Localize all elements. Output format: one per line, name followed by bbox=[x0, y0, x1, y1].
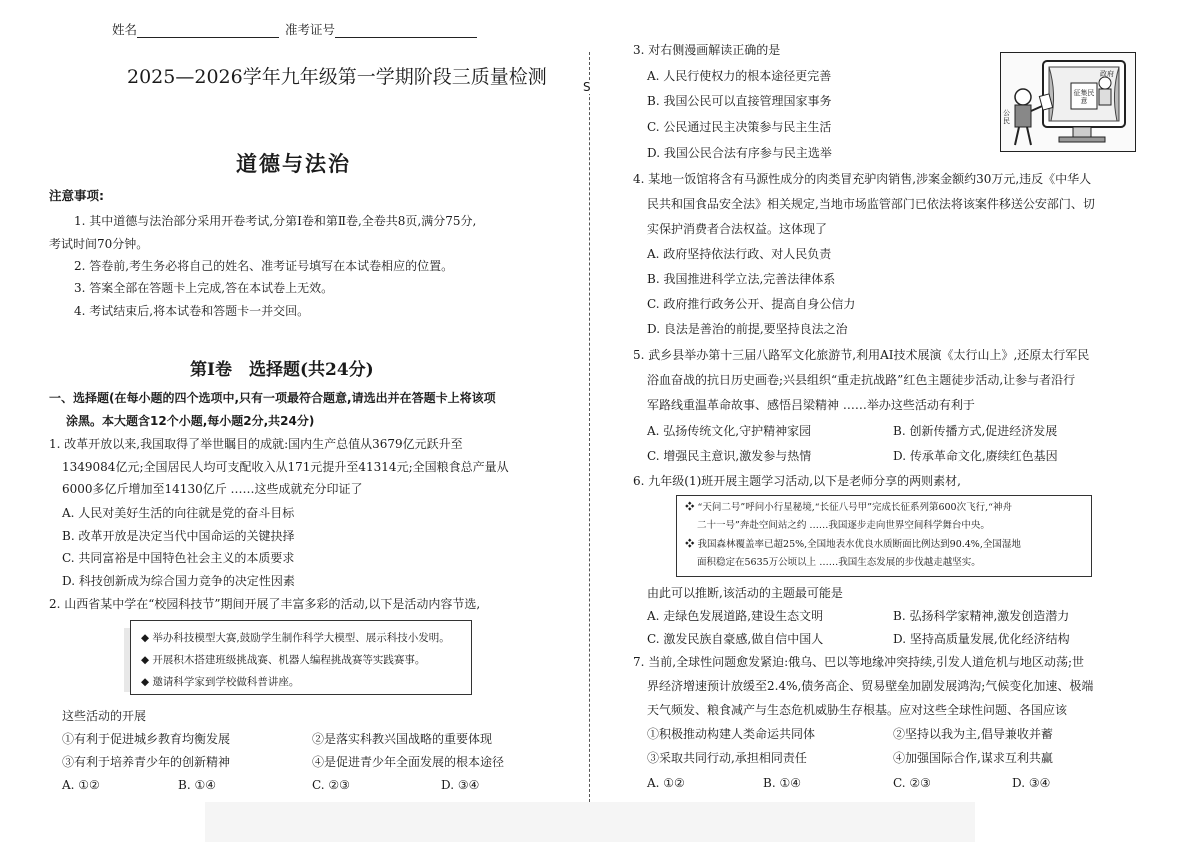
subject-title: 道德与法治 bbox=[236, 151, 351, 176]
q7-option-b[interactable]: B. ①④ bbox=[763, 776, 801, 790]
q2-material-box bbox=[130, 620, 472, 695]
section-instruction-1: 一、选择题(在每小题的四个选项中,只有一项最符合题意,请选出并在答题卡上将该项 bbox=[49, 391, 496, 405]
q6-option-d[interactable]: D. 坚持高质量发展,优化经济结构 bbox=[893, 632, 1070, 646]
q2-bullet-1: ◆ 举办科技模型大赛,鼓励学生制作科学大模型、展示科技小发明。 bbox=[141, 632, 450, 644]
notes-item-2: 2. 答卷前,考生务必将自己的姓名、准考证号填写在本试卷相应的位置。 bbox=[74, 259, 454, 273]
id-label: 准考证号 bbox=[285, 22, 336, 37]
q2-item-3: ③有利于培养青少年的创新精神 bbox=[62, 755, 231, 769]
q2-item-1: ①有利于促进城乡教育均衡发展 bbox=[62, 732, 231, 746]
notes-item-4: 4. 考试结束后,将本试卷和答题卡一并交回。 bbox=[74, 304, 310, 318]
q1-stem-2: 1349084亿元;全国居民人均可支配收入从171元提升至41314元;全国粮食总产量从 bbox=[62, 460, 509, 474]
notes-item-1-cont: 考试时间70分钟。 bbox=[49, 237, 149, 251]
q2-option-b[interactable]: B. ①④ bbox=[178, 778, 216, 792]
q4-stem-1: 4. 某地一饭馆将含有马源性成分的肉类冒充驴肉销售,涉案金额约30万元,违反《中华人 bbox=[633, 172, 1092, 186]
q6-material-line-4: 面积稳定在5635万公顷以上 ……我国生态发展的步伐越走越坚实。 bbox=[697, 557, 981, 568]
q6-material-line-3: ❖ 我国森林覆盖率已超25%,全国地表水优良水质断面比例达到90.4%,全国湿地 bbox=[685, 539, 1021, 550]
q6-option-a[interactable]: A. 走绿色发展道路,建设生态文明 bbox=[647, 609, 824, 623]
q7-stem-1: 7. 当前,全球性问题愈发紧迫:俄乌、巴以等地缘冲突持续,引发人道危机与地区动荡;世 bbox=[633, 655, 1084, 669]
section-instruction-2: 涂黑。本大题含12个小题,每小题2分,共24分) bbox=[66, 414, 315, 428]
fold-mark: S bbox=[583, 80, 591, 94]
q2-bullet-3: ◆ 邀请科学家到学校做科普讲座。 bbox=[141, 676, 300, 688]
q2-item-4: ④是促进青少年全面发展的根本途径 bbox=[312, 755, 505, 769]
q1-stem-1: 1. 改革开放以来,我国取得了举世瞩目的成就:国内生产总值从3679亿元跃升至 bbox=[49, 437, 463, 451]
q5-option-a[interactable]: A. 弘扬传统文化,守护精神家园 bbox=[647, 424, 812, 438]
q5-stem-1: 5. 武乡县举办第十三届八路军文化旅游节,利用AI技术展演《太行山上》,还原太行军民 bbox=[633, 348, 1090, 362]
name-field[interactable] bbox=[112, 22, 279, 38]
name-label: 姓名 bbox=[112, 22, 138, 37]
exam-title: 2025—2026学年九年级第一学期阶段三质量检测 bbox=[127, 66, 547, 88]
q6-lead: 由此可以推断,该活动的主题最可能是 bbox=[647, 586, 843, 600]
q2-option-a[interactable]: A. ①② bbox=[62, 778, 100, 792]
q7-stem-2: 界经济增速预计放缓至2.4%,债务高企、贸易壁垒加剧发展鸿沟;气候变化加速、极端 bbox=[647, 679, 1094, 693]
fold-line bbox=[589, 52, 590, 812]
q4-stem-2: 民共和国食品安全法》相关规定,当地市场监管部门已依法将该案件移送公安部门、切 bbox=[647, 197, 1095, 211]
q5-option-c[interactable]: C. 增强民主意识,激发参与热情 bbox=[647, 449, 812, 463]
cartoon-label-citizen: 公民 bbox=[1003, 109, 1010, 125]
q1-option-a[interactable]: A. 人民对美好生活的向往就是党的奋斗目标 bbox=[62, 506, 295, 520]
q3-option-b[interactable]: B. 我国公民可以直接管理国家事务 bbox=[647, 94, 832, 108]
q3-option-c[interactable]: C. 公民通过民主决策参与民主生活 bbox=[647, 120, 832, 134]
q1-option-b[interactable]: B. 改革开放是决定当代中国命运的关键抉择 bbox=[62, 529, 295, 543]
q4-option-b[interactable]: B. 我国推进科学立法,完善法律体系 bbox=[647, 272, 836, 286]
bottom-band bbox=[205, 802, 975, 842]
q3-option-d[interactable]: D. 我国公民合法有序参与民主选举 bbox=[647, 146, 832, 160]
q3-stem: 3. 对右侧漫画解读正确的是 bbox=[633, 43, 781, 57]
q4-option-a[interactable]: A. 政府坚持依法行政、对人民负责 bbox=[647, 247, 832, 261]
q6-option-b[interactable]: B. 弘扬科学家精神,激发创造潜力 bbox=[893, 609, 1070, 623]
q5-option-b[interactable]: B. 创新传播方式,促进经济发展 bbox=[893, 424, 1058, 438]
q7-item-1: ①积极推动构建人类命运共同体 bbox=[647, 727, 816, 741]
q7-item-2: ②坚持以我为主,倡导兼收并蓄 bbox=[893, 727, 1053, 741]
q6-material-box bbox=[676, 495, 1092, 577]
q6-material-line-2: 二十一号”奔赴空间站之约 ……我国逐步走向世界空间科学舞台中央。 bbox=[697, 520, 990, 531]
q7-option-a[interactable]: A. ①② bbox=[647, 776, 685, 790]
q2-bullet-2: ◆ 开展积木搭建班级挑战赛、机器人编程挑战赛等实践赛事。 bbox=[141, 654, 426, 666]
q5-stem-2: 浴血奋战的抗日历史画卷;兴县组织“重走抗战路”红色主题徒步活动,让参与者沿行 bbox=[647, 373, 1076, 387]
q5-option-d[interactable]: D. 传承革命文化,赓续红色基因 bbox=[893, 449, 1058, 463]
q2-option-c[interactable]: C. ②③ bbox=[312, 778, 350, 792]
q7-option-c[interactable]: C. ②③ bbox=[893, 776, 931, 790]
q4-option-c[interactable]: C. 政府推行政务公开、提高自身公信力 bbox=[647, 297, 856, 311]
cartoon-label-gov: 政府 bbox=[1100, 70, 1114, 78]
q7-item-4: ④加强国际合作,谋求互利共赢 bbox=[893, 751, 1053, 765]
q7-item-3: ③采取共同行动,承担相同责任 bbox=[647, 751, 807, 765]
id-field[interactable] bbox=[285, 22, 477, 38]
q6-stem: 6. 九年级(1)班开展主题学习活动,以下是老师分享的两则素材, bbox=[633, 474, 961, 488]
q3-cartoon bbox=[1000, 52, 1136, 152]
q2-item-2: ②是落实科教兴国战略的重要体现 bbox=[312, 732, 493, 746]
notes-title: 注意事项: bbox=[49, 188, 104, 203]
q4-stem-3: 实保护消费者合法权益。这体现了 bbox=[647, 222, 828, 236]
q2-option-d[interactable]: D. ③④ bbox=[441, 778, 480, 792]
q1-option-c[interactable]: C. 共同富裕是中国特色社会主义的本质要求 bbox=[62, 551, 295, 565]
notes-item-3: 3. 答案全部在答题卡上完成,答在本试卷上无效。 bbox=[74, 281, 334, 295]
section-title: 第Ⅰ卷 选择题(共24分) bbox=[190, 360, 374, 380]
q2-lead: 这些活动的开展 bbox=[62, 709, 147, 723]
q7-option-d[interactable]: D. ③④ bbox=[1012, 776, 1051, 790]
q1-option-d[interactable]: D. 科技创新成为综合国力竞争的决定性因素 bbox=[62, 574, 295, 588]
cartoon-label-sign: 征集民意 bbox=[1073, 89, 1095, 105]
q6-option-c[interactable]: C. 激发民族自豪感,做自信中国人 bbox=[647, 632, 824, 646]
q3-option-a[interactable]: A. 人民行使权力的根本途径更完善 bbox=[647, 69, 832, 83]
q6-material-line-1: ❖ “天问二号”呼问小行星秘境,“长征八号甲”完成长征系列第600次飞行,“神舟 bbox=[685, 502, 1012, 513]
q5-stem-3: 军路线重温革命故事、感悟吕梁精神 ……举办这些活动有利于 bbox=[647, 398, 975, 412]
q7-stem-3: 天气频发、粮食减产与生态危机威胁生存根基。应对这些全球性问题、各国应该 bbox=[647, 703, 1068, 717]
q2-stem: 2. 山西省某中学在“校园科技节”期间开展了丰富多彩的活动,以下是活动内容节选, bbox=[49, 597, 481, 611]
q4-option-d[interactable]: D. 良法是善治的前提,要坚持良法之治 bbox=[647, 322, 848, 336]
cartoon-illustration bbox=[1001, 53, 1135, 151]
q1-stem-3: 6000多亿斤增加至14130亿斤 ……这些成就充分印证了 bbox=[62, 482, 363, 496]
notes-item-1: 1. 其中道德与法治部分采用开卷考试,分第Ⅰ卷和第Ⅱ卷,全卷共8页,满分75分, bbox=[74, 214, 477, 228]
